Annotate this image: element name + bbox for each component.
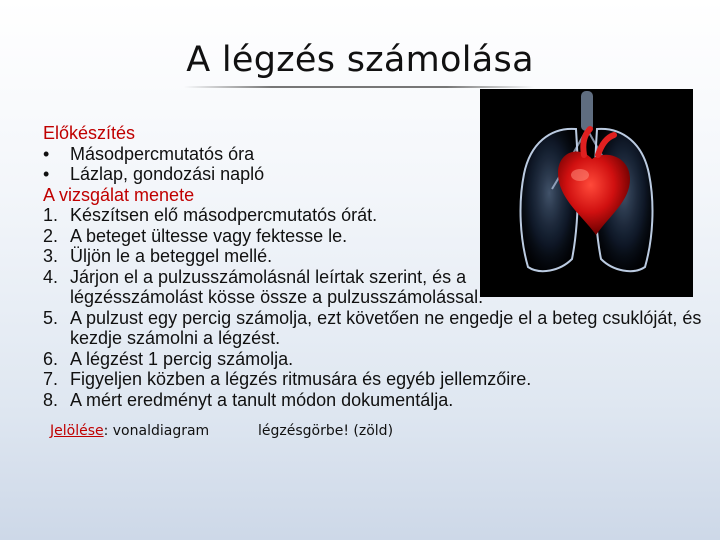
step-item xyxy=(43,308,703,349)
step-item xyxy=(43,226,703,247)
footer-note xyxy=(50,423,394,439)
footer-right-text: légzésgörbe! (zöld) xyxy=(258,423,394,439)
list-item xyxy=(43,144,703,165)
step-number: 8. xyxy=(43,389,59,410)
step-text: Készítsen elő másodpercmutatós órát. xyxy=(70,205,378,225)
step-text: Járjon el a pulzusszámolásnál leírtak szerint, és a légzésszámolást kösse össze a pulzusszámolással. xyxy=(70,266,484,307)
bullet-icon: • xyxy=(43,164,50,184)
title-underline xyxy=(184,86,534,88)
procedure-heading: A vizsgálat menete xyxy=(43,184,195,205)
step-number: 4. xyxy=(43,266,59,287)
step-text: Üljön le a beteggel mellé. xyxy=(70,246,273,266)
footer-label: Jelölése xyxy=(50,423,104,439)
slide-title: A légzés számolása xyxy=(186,40,534,80)
footer-label-suffix: : vonaldiagram xyxy=(103,423,210,439)
list-item xyxy=(43,164,703,185)
step-item xyxy=(43,267,703,308)
preparation-heading: Előkészítés xyxy=(43,123,136,143)
step-text: A pulzust egy percig számolja, ezt követően ne engedje el a beteg csuklóját, és kezdje számolni a légzést. xyxy=(70,307,702,348)
step-item xyxy=(43,390,703,411)
step-text: A mért eredményt a tanult módon dokumentálja. xyxy=(70,389,454,410)
step-number: 2. xyxy=(43,225,59,246)
step-item xyxy=(43,205,703,226)
step-text: A beteget ültesse vagy fektesse le. xyxy=(70,225,348,246)
step-item xyxy=(43,369,703,390)
list-item-text: Lázlap, gondozási napló xyxy=(70,164,265,184)
step-text: A légzést 1 percig számolja. xyxy=(70,348,294,369)
step-number: 3. xyxy=(43,246,59,266)
step-number: 7. xyxy=(43,369,59,389)
step-text: Figyeljen közben a légzés ritmusára és egyéb jellemzőire. xyxy=(70,369,532,389)
step-number: 1. xyxy=(43,205,59,225)
slide-content xyxy=(43,123,703,410)
list-item-text: Másodpercmutatós óra xyxy=(70,143,255,164)
step-number: 5. xyxy=(43,307,59,328)
step-number: 6. xyxy=(43,348,59,369)
bullet-icon: • xyxy=(43,143,50,164)
step-item xyxy=(43,349,703,370)
step-item xyxy=(43,246,703,267)
